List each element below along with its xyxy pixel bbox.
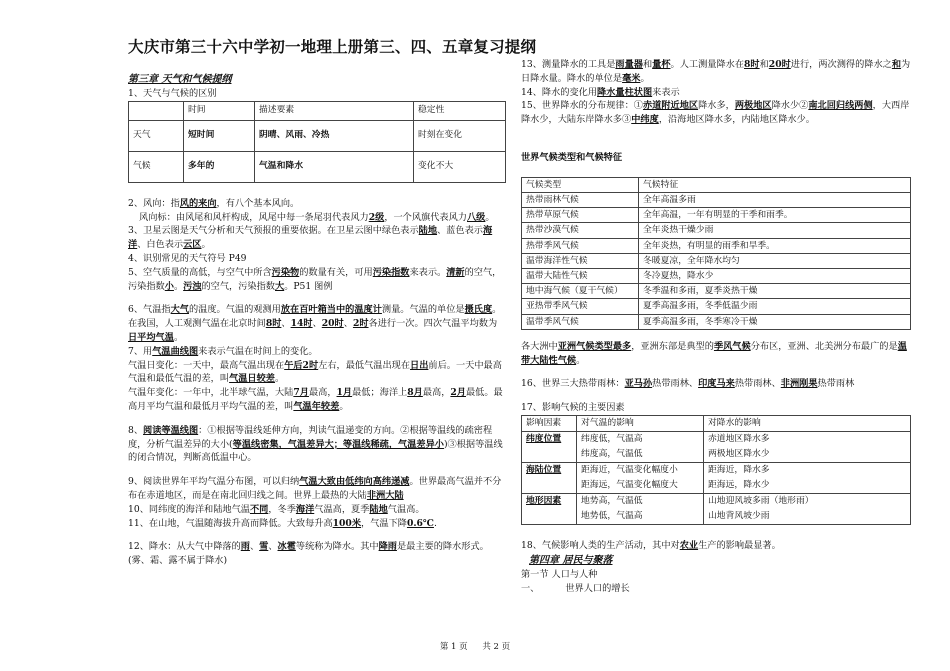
table-cell: 地中海气候（夏干气候）	[522, 284, 639, 299]
item-14: 14、降水的变化用降水量柱状图来表示	[521, 86, 680, 98]
item-13: 13、测量降水的工具是雨量器和量杯。人工测量降水在8时和20时进行，两次测得的降水之和为日降水量。降水的单位是毫米。	[521, 59, 911, 84]
table-row	[522, 208, 911, 223]
table-cell: 全年高温，一年有明显的干季和雨季。	[639, 208, 911, 223]
table-cell	[129, 101, 184, 120]
table-cell: 温带季风气候	[522, 314, 639, 329]
table-cell: 热带草原气候	[522, 208, 639, 223]
table-row	[522, 463, 911, 494]
item-12: 12、降水：从大气中降落的雨、雪、冰雹等统称为降水。其中降雨是最主要的降水形式。(雾、霜、露不属于降水)	[128, 541, 489, 567]
item-9: 9、阅读世界年平均气温分布图，可以归纳气温大致由低纬向高纬递减。世界最高气温并不分布在赤道地区，而是在南北回归线之间。世界上最热的大陆非洲大陆	[128, 476, 502, 501]
item-11: 11、在山地，气温随海拔升高而降低。大致每升高100米，气温下降0.6℃.	[128, 517, 437, 529]
item-2: 2、风向：指风的来向，有八个基本风向。	[128, 197, 300, 209]
table-cell: 距海近，气温变化幅度小 距海远，气温变化幅度大	[577, 463, 704, 494]
table-cell: 全年炎热，有明显的雨季和旱季。	[639, 238, 911, 253]
table-row	[522, 223, 911, 238]
chapter3-heading: 第三章 天气和气候提纲	[128, 74, 232, 85]
section-1: 1、天气与气候的区别	[128, 88, 217, 99]
page-number: 第 1 页	[439, 642, 468, 652]
table-cell: 冬暖夏凉，全年降水均匀	[639, 253, 911, 268]
table-cell: 变化不大	[414, 151, 506, 182]
table-cell: 山地迎风坡多雨（地形雨） 山地背风坡少雨	[704, 494, 911, 525]
table-cell: 温带海洋性气候	[522, 253, 639, 268]
table-header-row	[129, 101, 506, 120]
table-cell: 夏季高温多雨，冬季低温少雨	[639, 299, 911, 314]
table-cell: 稳定性	[414, 101, 506, 120]
table-cell: 短时间	[184, 120, 255, 151]
table-cell: 气候	[129, 151, 184, 182]
table-cell: 气温和降水	[255, 151, 414, 182]
climate-factors-table	[521, 415, 911, 525]
table-row	[522, 494, 911, 525]
table-cell: 热带季风气候	[522, 238, 639, 253]
table-cell: 冬冷夏热，降水少	[639, 269, 911, 284]
item-15: 15、世界降水的分布规律：①赤道附近地区降水多，两极地区降水少②南北回归线两侧，大西岸降水少，大陆东岸降水多③中纬度，沿海地区降水多，内陆地区降水少。	[521, 100, 910, 126]
item-18: 18、气候影响人类的生产活动，其中对农业生产的影响最显著。	[521, 540, 781, 551]
table-cell: 亚热带季风气候	[522, 299, 639, 314]
table-cell: 气候类型	[522, 177, 639, 192]
item-16: 16、世界三大热带雨林：亚马孙热带雨林、印度马来热带雨林、非洲刚果热带雨林	[521, 378, 855, 390]
item-7: 7、用气温曲线图来表示气温在时间上的变化。	[128, 345, 318, 357]
item-6: 6、气温指大气的温度。气温的观测用放在百叶箱当中的温度计测量。气温的单位是摄氏度。在我国，人工观测气温在北京时间8时、14时、20时、2时各进行一次。四次气温平均数为日平均气温。	[128, 304, 502, 343]
climate-types-table	[521, 177, 911, 330]
table-cell: 纬度位置	[522, 432, 577, 463]
table-cell: 距海近，降水多 距海远，降水少	[704, 463, 911, 494]
page-footer	[0, 641, 950, 654]
item-2-windvane: 风向标：由风尾和风杆构成，风尾中每一条尾羽代表风力2级，一个风旗代表风力八级。	[139, 211, 495, 223]
table-cell: 时刻在变化	[414, 120, 506, 151]
table-header-row	[522, 416, 911, 432]
table-cell: 对气温的影响	[577, 416, 704, 432]
table-cell: 地形因素	[522, 494, 577, 525]
table-cell: 影响因素	[522, 416, 577, 432]
continent-climate-note: 各大洲中亚洲气候类型最多，亚洲东部是典型的季风气候分布区，亚洲、北美洲分布最广的是温带大陆性气候。	[521, 340, 907, 366]
item-7-daily: 气温日变化：一天中，最高气温出现在午后2时左右，最低气温出现在日出前后。一天中最高气温和最低气温的差，叫气温日较差。	[128, 359, 502, 385]
table-cell: 纬度低，气温高 纬度高，气温低	[577, 432, 704, 463]
table-cell: 时间	[184, 101, 255, 120]
table-row	[522, 253, 911, 268]
item-4: 4、识别常见的天气符号 P49	[128, 252, 247, 264]
item-17: 17、影响气候的主要因素	[521, 402, 625, 414]
table-cell: 地势高，气温低 地势低，气温高	[577, 494, 704, 525]
table-cell: 温带大陆性气候	[522, 269, 639, 284]
page-title: 大庆市第三十六中学初一地理上册第三、四、五章复习提纲	[128, 38, 537, 56]
table-cell: 热带雨林气候	[522, 192, 639, 207]
table-cell: 夏季高温多雨，冬季寒冷干燥	[639, 314, 911, 329]
table-row	[522, 269, 911, 284]
table-cell: 冬季温和多雨，夏季炎热干燥	[639, 284, 911, 299]
chapter4-heading: 第四章 居民与聚落	[529, 554, 613, 566]
table-cell: 全年炎热干燥少雨	[639, 223, 911, 238]
table-header-row	[522, 177, 911, 192]
table-cell: 海陆位置	[522, 463, 577, 494]
table-cell: 赤道地区降水多 两极地区降水少	[704, 432, 911, 463]
table-row	[522, 238, 911, 253]
table-row	[522, 432, 911, 463]
item-3: 3、卫星云图是天气分析和天气预报的重要依据。在卫星云图中绿色表示陆地、蓝色表示海洋、白色表示云区。	[128, 225, 493, 251]
table-row	[129, 151, 506, 182]
weather-climate-table	[128, 101, 506, 183]
left-column	[128, 72, 506, 568]
table-cell: 气候特征	[639, 177, 911, 192]
table-row	[129, 120, 506, 151]
climate-types-heading: 世界气候类型和气候特征	[521, 151, 623, 163]
table-row	[522, 284, 911, 299]
page-total: 共 2 页	[482, 642, 511, 652]
table-row	[522, 314, 911, 329]
item-8: 8、阅读等温线图：①根据等温线延伸方向，判读气温递变的方向。②根据等温线的疏密程度，分析气温差异的大小(等温线密集，气温差异大；等温线稀疏，气温差异小)③根据等温线的闭合情况，判断高低温中心。	[128, 424, 503, 464]
table-cell: 天气	[129, 120, 184, 151]
right-column	[521, 58, 911, 595]
table-cell: 描述要素	[255, 101, 414, 120]
item-5: 5、空气质量的高低，与空气中所含污染物的数量有关，可用污染指数来表示。清新的空气，污染指数小。污浊的空气，污染指数大。P51 图例	[128, 266, 502, 292]
table-cell: 阴晴、风雨、冷热	[255, 120, 414, 151]
item-7-annual: 气温年变化：一年中，北半球气温，大陆7月最高，1月最低；海洋上8月最高，2月最低。最高月平均气温和最低月平均气温的差，叫气温年较差。	[128, 387, 503, 412]
subsection-heading: 一、 世界人口的增长	[521, 582, 630, 594]
section-heading: 第一节 人口与人种	[521, 568, 598, 580]
table-row	[522, 192, 911, 207]
table-row	[522, 299, 911, 314]
item-10: 10、同纬度的海洋和陆地气温不同，冬季海洋气温高，夏季陆地气温高。	[128, 503, 425, 515]
table-cell: 全年高温多雨	[639, 192, 911, 207]
table-cell: 多年的	[184, 151, 255, 182]
table-cell: 热带沙漠气候	[522, 223, 639, 238]
table-cell: 对降水的影响	[704, 416, 911, 432]
